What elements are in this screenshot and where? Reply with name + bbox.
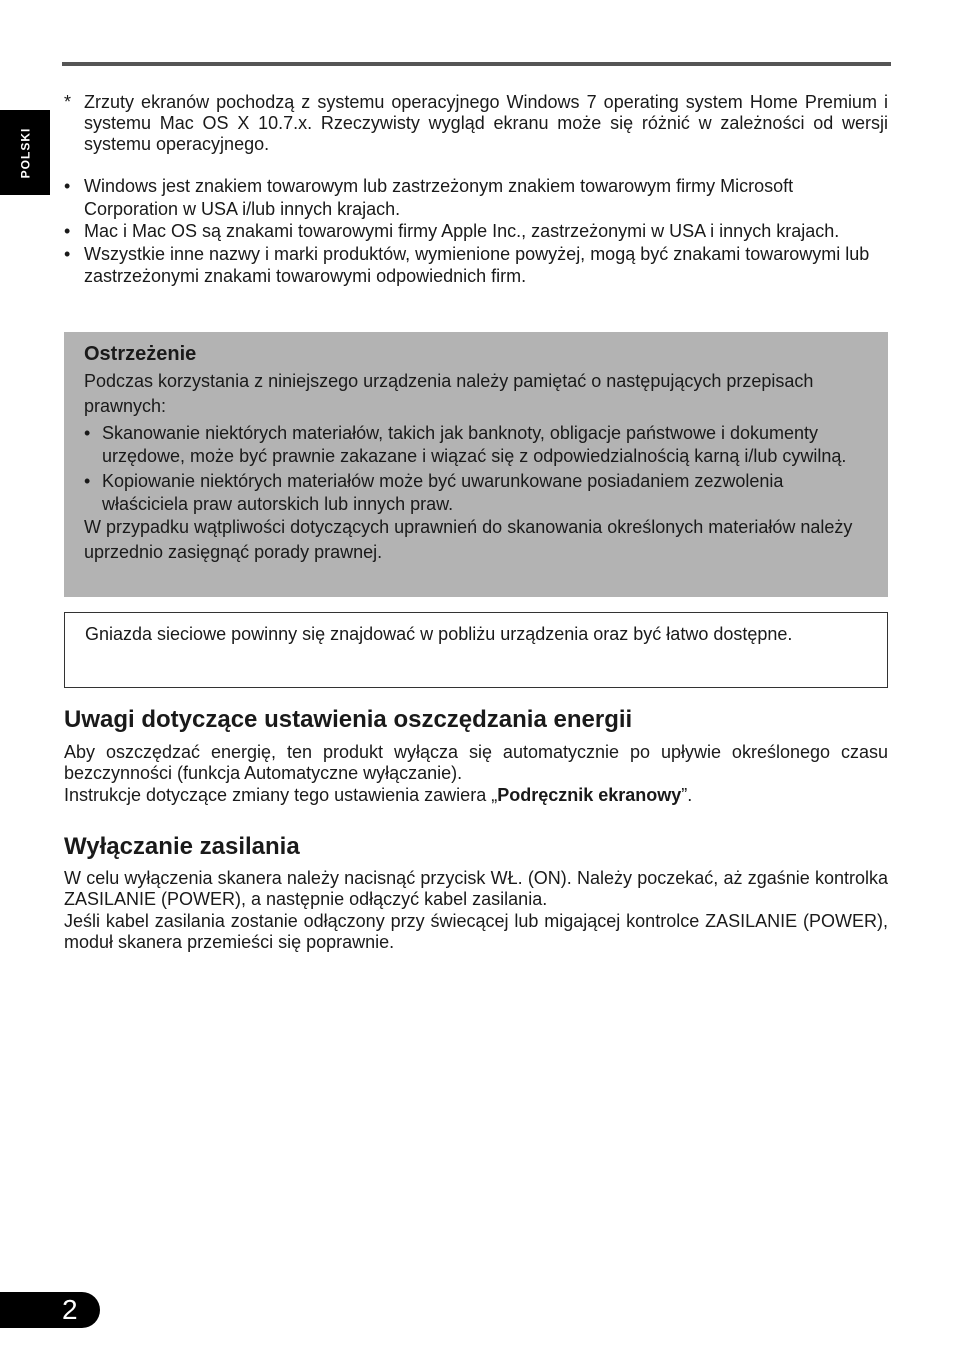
list-item bbox=[84, 422, 868, 467]
warning-intro: Podczas korzystania z niniejszego urządzenia należy pamiętać o następujących przepisach prawnych: bbox=[84, 371, 814, 416]
bullet-icon: • bbox=[64, 243, 71, 264]
trademark-text: Wszystkie inne nazwy i marki produktów, wymienione powyżej, mogą być znakami towarowymi lub zastrzeżonymi znakami towarowymi odpowiednich firm. bbox=[84, 243, 870, 286]
warning-outro: W przypadku wątpliwości dotyczących uprawnień do skanowania określonych materiałów należy uprzednio zasięgnąć porady prawnej. bbox=[84, 517, 853, 562]
trademark-text: Mac i Mac OS są znakami towarowymi firmy Apple Inc., zastrzeżonymi w USA i innych krajach. bbox=[84, 221, 840, 241]
bullet-icon: • bbox=[84, 423, 91, 443]
warning-box bbox=[64, 332, 888, 597]
language-tab-label: POLSKI bbox=[18, 127, 33, 178]
bullet-icon: • bbox=[64, 176, 71, 196]
manual-ref-prefix: Instrukcje dotyczące zmiany tego ustawienia zawiera „ bbox=[64, 785, 498, 805]
list-item bbox=[64, 243, 888, 288]
warning-item-text: Kopiowanie niektórych materiałów może być uwarunkowane posiadaniem zezwolenia właściciela praw autorskich lub innych praw. bbox=[102, 471, 784, 514]
list-item bbox=[84, 470, 868, 515]
socket-notice-text: Gniazda sieciowe powinny się znajdować w pobliżu urządzenia oraz być łatwo dostępne. bbox=[85, 624, 793, 644]
bullet-icon: • bbox=[64, 221, 71, 241]
page-number: 2 bbox=[62, 1294, 78, 1325]
page-number-tab bbox=[0, 1292, 100, 1328]
power-off-paragraph-2: Jeśli kabel zasilania zostanie odłączony przy świecącej lub migającej kontrolce ZASILANIE (POWER), moduł skanera przemieści się poprawnie. bbox=[64, 911, 888, 952]
language-tab bbox=[0, 110, 50, 195]
warning-title: Ostrzeżenie bbox=[84, 343, 197, 365]
list-item bbox=[64, 220, 888, 243]
manual-ref-suffix: ”. bbox=[681, 785, 693, 805]
energy-heading: Uwagi dotyczące ustawienia oszczędzania energii bbox=[64, 706, 633, 733]
bullet-icon: • bbox=[84, 471, 91, 491]
list-item bbox=[64, 175, 888, 220]
top-divider bbox=[62, 62, 891, 66]
trademark-list bbox=[64, 175, 888, 288]
trademark-text: Windows jest znakiem towarowym lub zastrzeżonym znakiem towarowym firmy Microsoft Corporation w USA i/lub innych krajach. bbox=[84, 176, 794, 219]
power-off-paragraph-1: W celu wyłączenia skanera należy nacisnąć przycisk WŁ. (ON). Należy poczekać, aż zgaśnie kontrolka ZASILANIE (POWER), a następnie odłączyć kabel zasilania. bbox=[64, 868, 888, 909]
footnote-marker: * bbox=[64, 92, 72, 112]
energy-paragraph: Aby oszczędzać energię, ten produkt wyłącza się automatycznie po upływie określonego czasu bezczynności (funkcja Automatyczne wyłączanie). bbox=[64, 742, 888, 783]
warning-item-text: Skanowanie niektórych materiałów, takich jak banknoty, obligacje państwowe i dokumenty urzędowe, może być prawnie zakazane i wiązać się z odpowiedzialnością karną i/lub cywilną. bbox=[102, 423, 847, 466]
footnote-text: Zrzuty ekranów pochodzą z systemu operacyjnego Windows 7 operating system Home Premium i systemu Mac OS X 10.7.x. Rzeczywisty wygląd ekranu może się różnić w zależności od wersji systemu operacyjnego. bbox=[84, 92, 888, 154]
manual-ref-title: Podręcznik ekranowy bbox=[497, 785, 682, 805]
screenshot-footnote bbox=[64, 92, 888, 155]
power-off-heading: Wyłączanie zasilania bbox=[64, 833, 300, 860]
energy-manual-reference bbox=[64, 785, 888, 806]
socket-notice-box bbox=[64, 612, 888, 688]
